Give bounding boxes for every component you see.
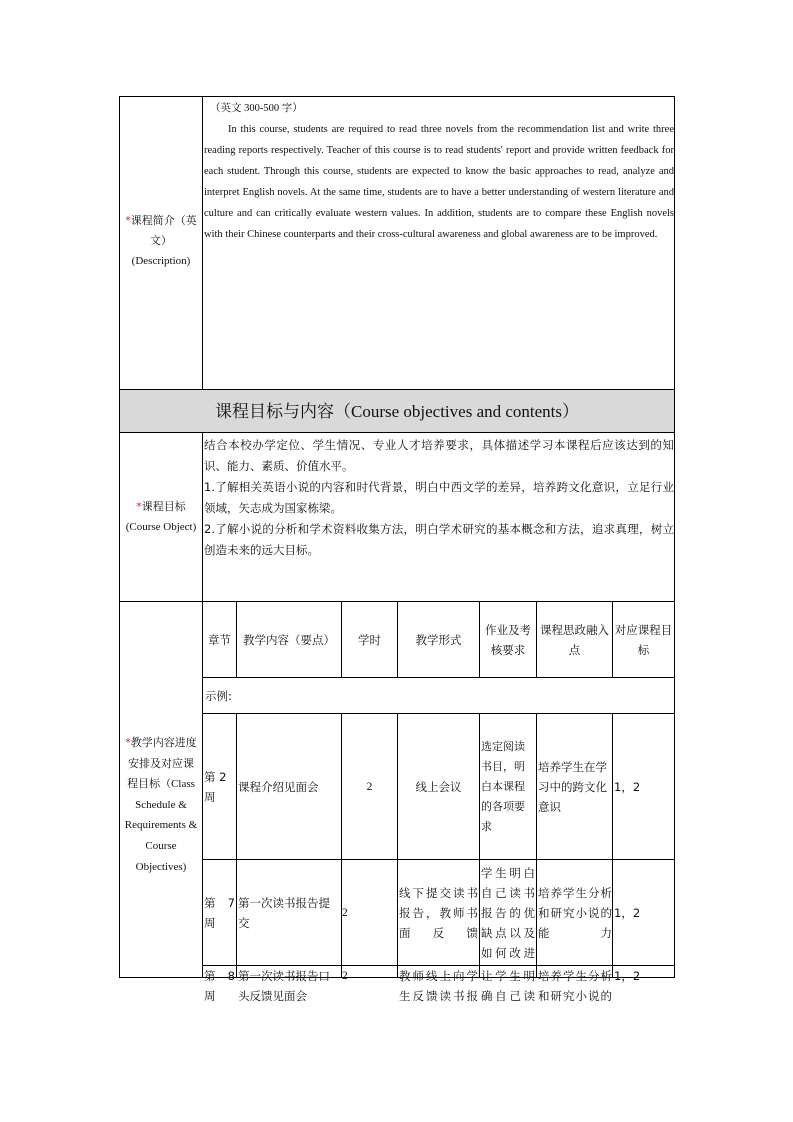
schedule-label: *教学内容进度 安排及对应课 程目标（Class Schedule & Requirements & Course Objectives) [124,736,198,873]
objectives-text [204,435,674,561]
description-body: In this course, students are required to read three novels from the recommendation list and write three reading reports respectively. Teacher of this course is to read students' report and provide written feedback for each student. Through this course, students are expected to know the basic approaches to read, analyze and interpret English novels. At the same time, students are to have a better understanding of western literature and culture and can critically evaluate western values. In addition, students are to compare these English novels with their Chinese counterparts and their cross-cultural awareness and global awareness are to be improved. [204,124,674,240]
header-form: 教学形式 [415,632,462,647]
row-2-assignment: 学生明白自己读书报告的优缺点以及如何改进 [481,865,535,960]
row-2-hours: 2 [342,906,348,919]
row-2-content: 第一次读书报告提交 [238,895,330,930]
header-content: 教学内容（要点） [243,632,335,647]
objective-item-1: 1.了解相关英语小说的内容和时代背景，明白中西文学的差异，培养跨文化意识，立足行业领域，矢志成为国家栋梁。 [204,480,674,515]
required-marker: * [125,736,131,749]
col-divider [536,713,537,977]
col-divider [612,713,613,977]
row-divider [120,432,674,433]
row-2-ideology: 培养学生分析和研究小说的能力 [538,885,612,940]
col-divider [236,713,237,977]
row-1-form: 线上会议 [415,779,462,794]
col-divider [479,601,480,677]
row-1-assignment: 选定阅读书目，明白本课程的各项要求 [481,739,525,833]
row-3-goals: 1，2 [614,969,641,983]
section-title-cn: 课程目标与内容 [214,402,334,422]
section-title [120,390,674,432]
example-label: 示例: [205,688,232,703]
row-3-content: 第一次读书报告口头反馈见面会 [238,969,330,1003]
row-2-goals: 1，2 [614,905,641,920]
header-hours: 学时 [358,632,381,647]
row-1-goals: 1，2 [614,779,641,794]
col-divider [202,97,203,389]
header-goals: 对应课程目标 [614,622,673,657]
row-2-week: 第 7 周 [204,895,235,930]
required-marker: * [136,500,142,513]
word-count-note: （英文 300-500 字） [210,103,303,114]
header-ideology: 课程思政融入点 [540,622,609,657]
row-3-form: 教师线上向学生反馈读书报 [399,969,478,1003]
col-divider [202,432,203,977]
objectives-label: *课程目标 (Course Object) [125,500,197,533]
col-divider [536,601,537,677]
row-3-hours: 2 [342,970,348,982]
row-1-ideology: 培养学生在学习中的跨文化意识 [538,759,607,814]
description-text [204,98,674,245]
row-3-week: 第 8 周 [204,969,235,1003]
header-assignment: 作业及考核要求 [485,622,531,657]
row-1-content: 课程介绍见面会 [238,779,319,794]
header-chapter: 章节 [208,632,231,647]
objectives-intro: 结合本校办学定位、学生情况、专业人才培养要求，具体描述学习本课程后应该达到的知识、能力、素质、价值水平。 [204,438,674,473]
row-3-ideology: 培养学生分析和研究小说的 [538,969,612,1003]
row-3-assignment: 让学生明确自己读 [481,969,535,1003]
objective-item-2: 2.了解小说的分析和学术资料收集方法，明白学术研究的基本概念和方法，追求真理，树立创造未来的远大目标。 [204,522,674,557]
row-1-hours: 2 [366,780,373,793]
required-marker: * [125,214,131,227]
row-2-form: 线下提交读书报告，教师书面反馈 [399,885,478,940]
section-title-en: （Course objectives and contents） [333,402,580,421]
row-1-week: 第 2 周 [204,769,227,804]
col-divider [479,713,480,977]
course-form-table [119,96,675,1003]
description-label: *课程简介（英 文） (Description) [125,214,197,267]
